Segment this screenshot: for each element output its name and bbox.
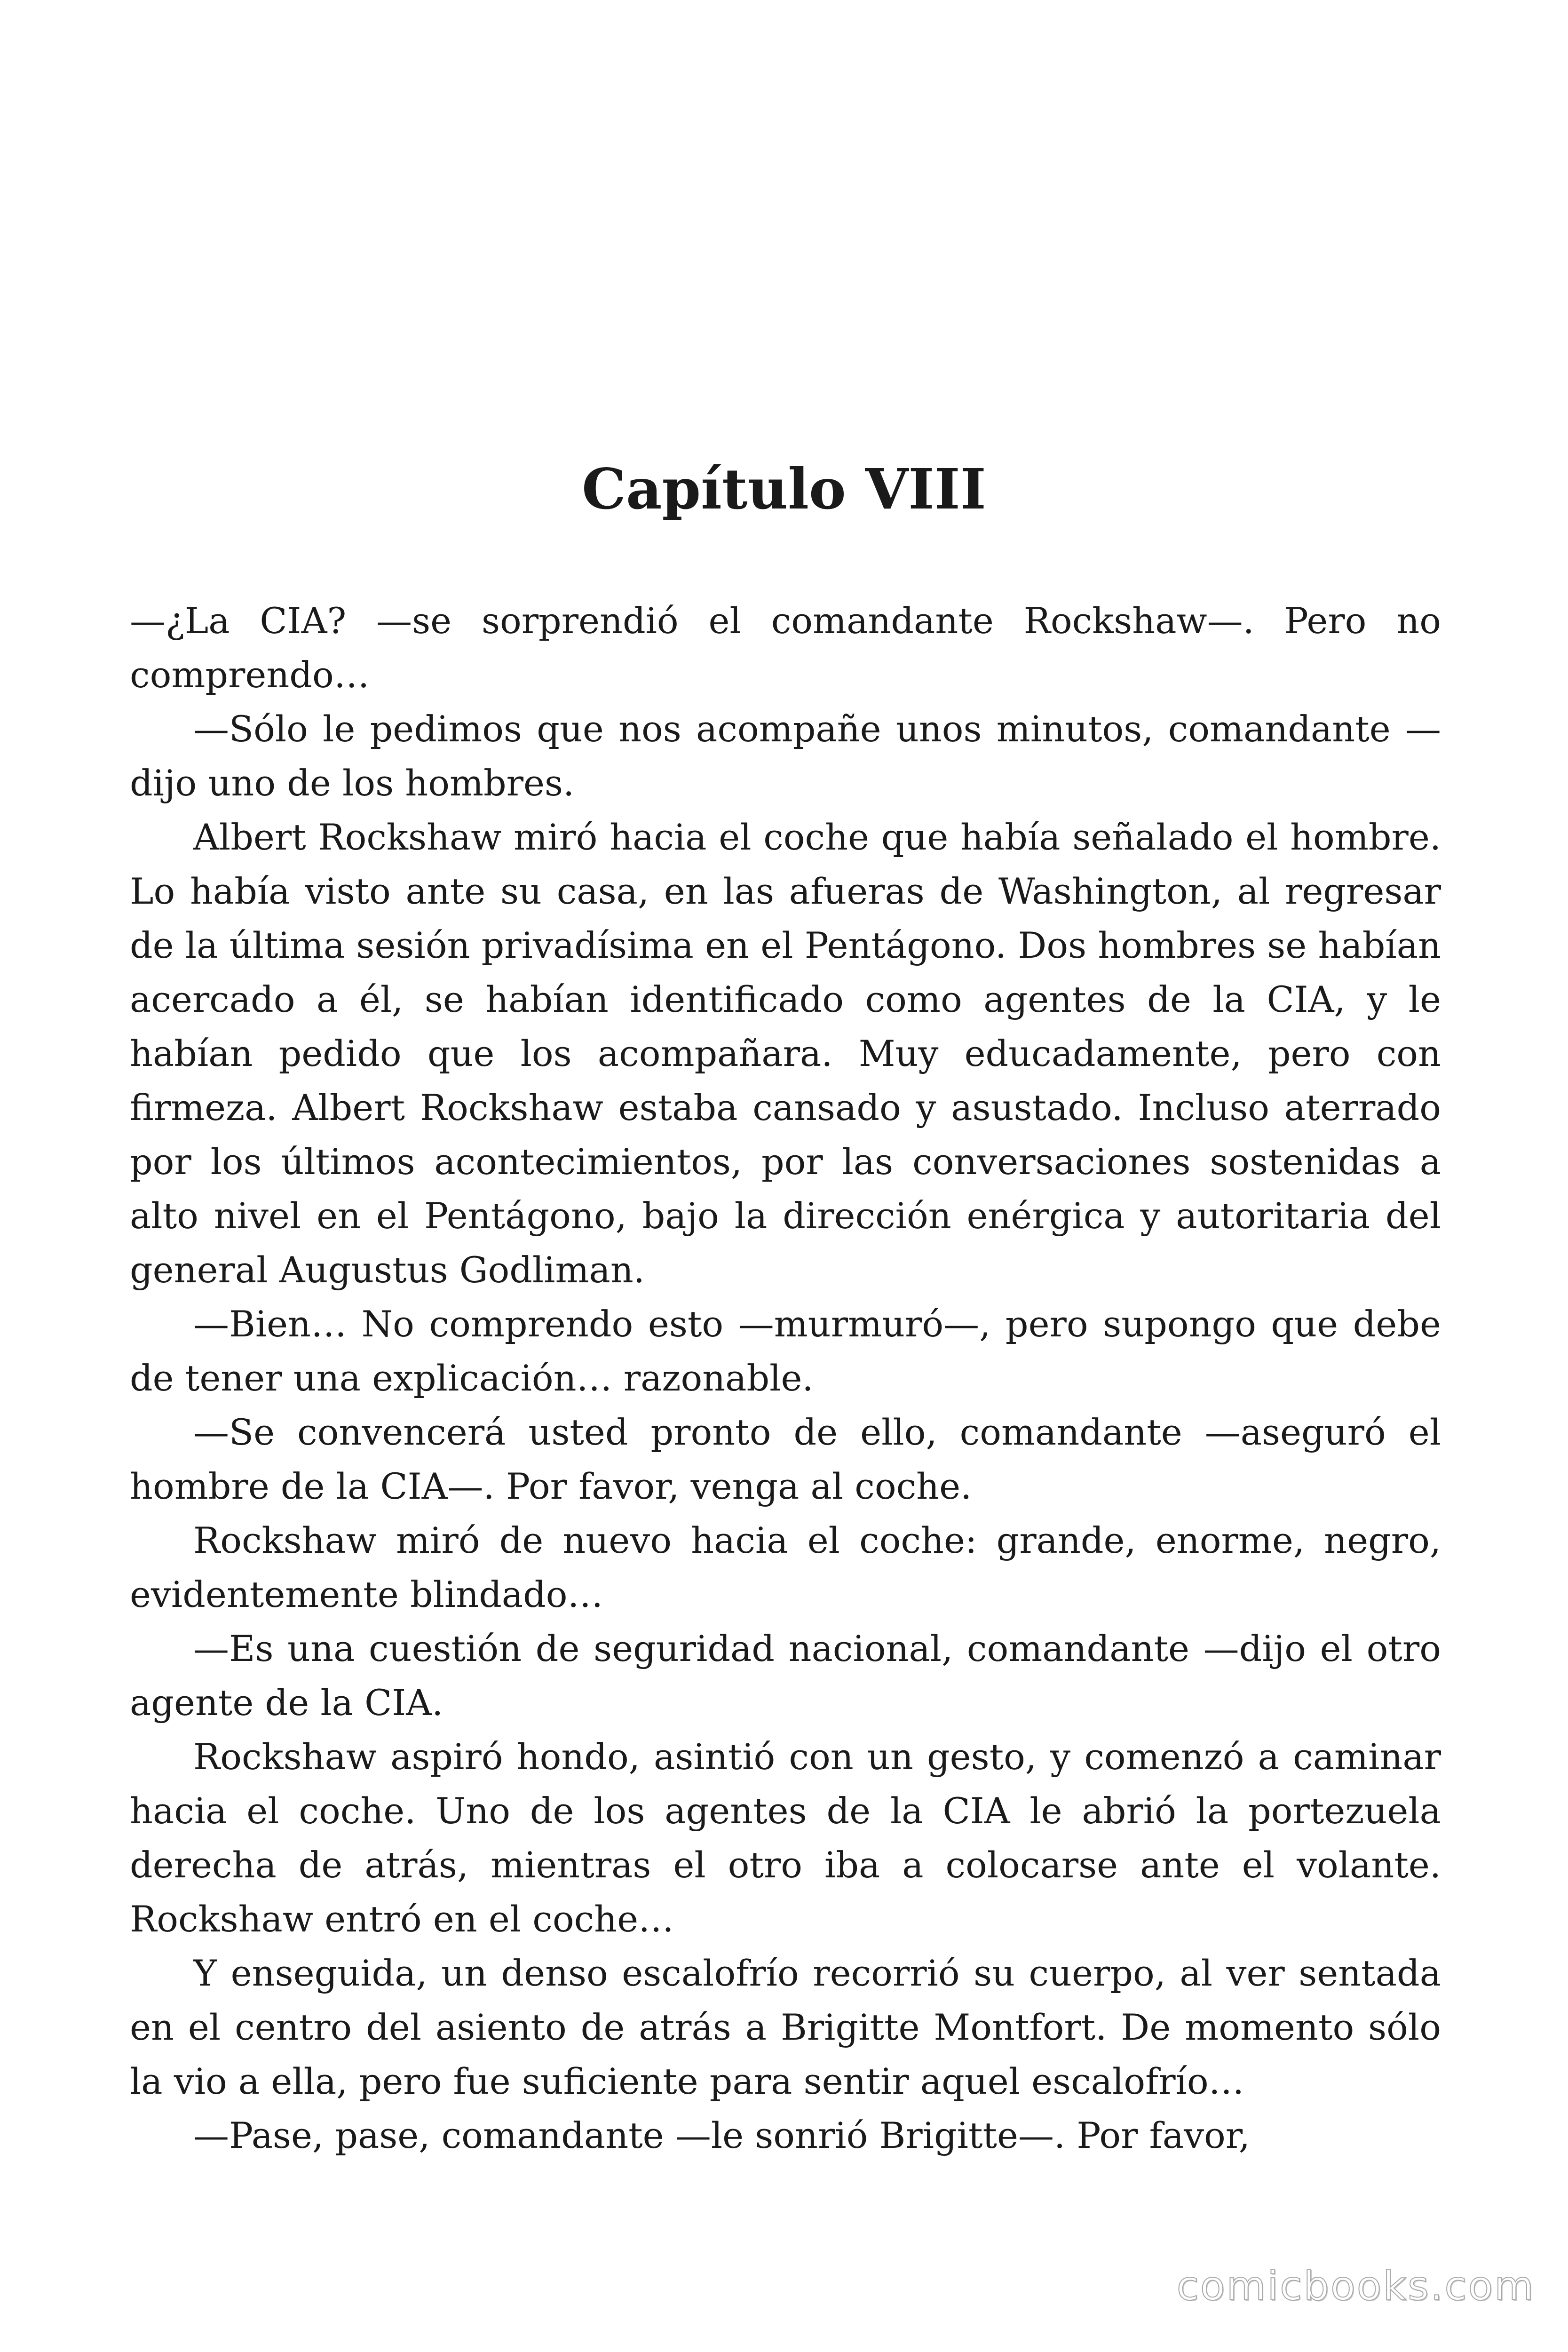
paragraph: Rockshaw miró de nuevo hacia el coche: grande, enorme, negro, evidentemente blindado… [130, 1519, 1441, 1615]
paragraph: —Sólo le pedimos que nos acompañe unos minutos, comandante —dijo uno de los hombres. [130, 708, 1441, 804]
paragraph: —Es una cuestión de seguridad nacional, comandante —dijo el otro agente de la CIA. [130, 1628, 1441, 1724]
paragraph: Albert Rockshaw miró hacia el coche que había señalado el hombre. Lo había visto ante su casa, en las afueras de Washington, al regresar de la última sesión privadísima en el Pentágono. Dos hombres se habían acercado a él, se habían identificado como agentes de la CIA, y le habían pedido que los acompañara. Muy educadamente, pero con firmeza. Albert Rockshaw estaba cansado y asustado. Incluso aterrado por los últimos acontecimientos, por las conversaciones sostenidas a alto nivel en el Pentágono, bajo la dirección enérgica y autoritaria del general Augustus Godliman. [130, 816, 1441, 1291]
watermark: comicbooks.com [1176, 2263, 1535, 2310]
paragraph: Y enseguida, un denso escalofrío recorrió su cuerpo, al ver sentada en el centro del asiento de atrás a Brigitte Montfort. De momento sólo la vio a ella, pero fue suficiente para sentir aquel escalofrío… [130, 1952, 1441, 2102]
body-text [130, 594, 1441, 2162]
paragraph: —Bien… No comprendo esto —murmuró—, pero supongo que debe de tener una explicación… razonable. [130, 1303, 1441, 1399]
paragraph: Rockshaw aspiró hondo, asintió con un gesto, y comenzó a caminar hacia el coche. Uno de los agentes de la CIA le abrió la portezuela derecha de atrás, mientras el otro iba a colocarse ante el volante. Rockshaw entró en el coche… [130, 1736, 1441, 1940]
paragraph: —Se convencerá usted pronto de ello, comandante —aseguró el hombre de la CIA—. Por favor, venga al coche. [130, 1411, 1441, 1507]
paragraph: —Pase, pase, comandante —le sonrió Brigitte—. Por favor, [193, 2114, 1250, 2156]
chapter-title: Capítulo VIII [582, 456, 986, 522]
paragraph: —¿La CIA? —se sorprendió el comandante Rockshaw—. Pero no comprendo… [130, 600, 1441, 696]
